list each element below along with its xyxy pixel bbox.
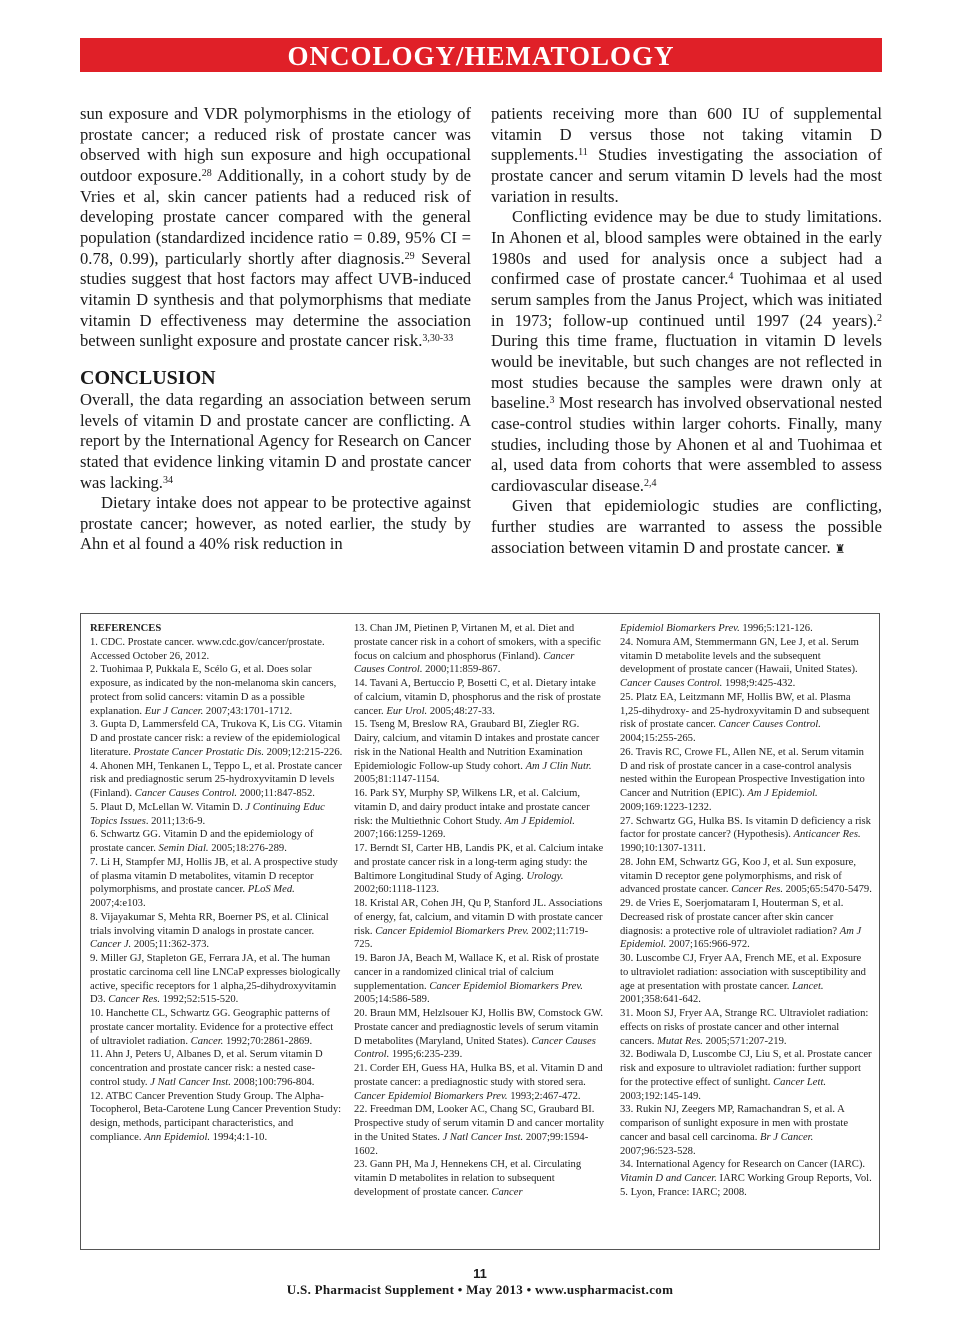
journal-title: Cancer Epidemiol Biomarkers Prev.	[354, 1090, 508, 1102]
citation-superscript: 2,4	[643, 477, 657, 489]
citation-superscript: 11	[578, 147, 588, 159]
reference-item: 9. Miller GJ, Stapleton GE, Ferrara JA, et al. The human prostatic carcinoma cell line LNCaP expresses biologically active, specific receptors for 1 alpha,25-dihydroxyvitamin D3. Cancer Res. 1992;52:515-520.	[90, 953, 341, 1006]
reference-item: 20. Braun MM, Helzlsouer KJ, Hollis BW, Comstock GW. Prostate cancer and prediagnostic levels of serum vitamin D metabolites (Maryland, United States). Cancer Causes Control. 1995;6:235-239.	[354, 1008, 604, 1061]
journal-title: Vitamin D and Cancer.	[620, 1173, 717, 1184]
reference-item: 26. Travis RC, Crowe FL, Allen NE, et al. Serum vitamin D and risk of prostate cancer in a case-control analysis nested within the European Prospective Investigation into Cancer and Nutrition (EPIC). Am J Epidemiol. 2009;169:1223-1232.	[620, 746, 865, 813]
journal-title: J Natl Cancer Inst.	[442, 1131, 524, 1143]
references-column-1	[90, 622, 344, 1145]
journal-title: Cancer Res.	[108, 994, 161, 1006]
reference-item: 14. Tavani A, Bertuccio P, Bosetti C, et al. Dietary intake of calcium, vitamin D, phosphorus and the risk of prostate cancer. Eur Urol. 2005;48:27-33.	[354, 678, 601, 717]
reference-item: 19. Baron JA, Beach M, Wallace K, et al. Risk of prostate cancer in a randomized clinical trial of calcium supplementation. Cancer Epidemiol Biomarkers Prev. 2005;14:586-589.	[354, 953, 599, 1006]
journal-title: Urology.	[526, 870, 564, 882]
reference-item: Epidemiol Biomarkers Prev. 1996;5:121-126.	[620, 623, 813, 634]
reference-item: 7. Li H, Stampfer MJ, Hollis JB, et al. A prospective study of plasma vitamin D metabolites, vitamin D receptor polymorphisms, and prostate cancer. PLoS Med. 2007;4:e103.	[90, 856, 338, 909]
reference-item: 1. CDC. Prostate cancer. www.cdc.gov/cancer/prostate. Accessed October 26, 2012.	[90, 636, 325, 662]
references-heading: REFERENCES	[90, 623, 162, 634]
body-paragraph: Given that epidemiologic studies are conflicting, further studies are warranted to assess the possible association between vitamin D and prostate cancer. ♜	[491, 496, 882, 557]
reference-item: 32. Bodiwala D, Luscombe CJ, Liu S, et al. Prostate cancer risk and exposure to ultraviolet radiation: further support for the protective effect of sunlight. Cancer Lett. 2003;192:145-149.	[620, 1049, 872, 1102]
reference-item: 16. Park SY, Murphy SP, Wilkens LR, et al. Calcium, vitamin D, and dairy product intake and prostate cancer risk: the Multiethnic Cohort Study. Am J Epidemiol. 2007;166:1259-1269.	[354, 788, 590, 841]
journal-title: Am J Epidemiol.	[620, 925, 862, 951]
journal-title: Cancer.	[190, 1035, 224, 1047]
reference-item: 12. ATBC Cancer Prevention Study Group. The Alpha-Tocopherol, Beta-Carotene Lung Cancer Prevention Study: design, methods, participant characteristics, and compliance. Ann Epidemiol. 1994;4:1-10.	[90, 1090, 342, 1143]
reference-list	[90, 636, 344, 1145]
journal-title: Br J Cancer.	[760, 1131, 814, 1143]
reference-item: 33. Rukin NJ, Zeegers MP, Ramachandran S, et al. A comparison of sunlight exposure in men with prostate cancer and basal cell carcinoma. Br J Cancer. 2007;96:523-528.	[620, 1104, 849, 1157]
reference-item: 28. John EM, Schwartz GG, Koo J, et al. Sun exposure, vitamin D receptor gene polymorphisms, and risk of advanced prostate cancer. Cancer Res. 2005;65:5470-5479.	[620, 856, 872, 896]
section-banner: ONCOLOGY/HEMATOLOGY	[80, 38, 882, 72]
citation-superscript: 34	[162, 474, 173, 486]
references-box	[80, 613, 880, 1250]
journal-title: Anticancer Res.	[793, 829, 861, 841]
journal-title: Prostate Cancer Prostatic Dis.	[133, 746, 264, 758]
journal-title: Cancer	[491, 1186, 523, 1198]
reference-item: 18. Kristal AR, Cohen JH, Qu P, Stanford JL. Associations of energy, fat, calcium, and vitamin D with prostate cancer risk. Cancer Epidemiol Biomarkers Prev. 2002;11:719-725.	[354, 898, 603, 951]
journal-title: Cancer Causes Control.	[354, 1035, 596, 1061]
journal-title: Cancer Epidemiol Biomarkers Prev.	[375, 925, 529, 937]
citation-superscript: 3	[549, 395, 555, 407]
reference-item: 23. Gann PH, Ma J, Hennekens CH, et al. Circulating vitamin D metabolites in relation to subsequent development of prostate cancer. Cancer	[354, 1159, 582, 1198]
citation-superscript: 29	[404, 250, 415, 262]
reference-list	[620, 622, 872, 1200]
reference-item: 10. Hanchette CL, Schwartz GG. Geographic patterns of prostate cancer mortality. Evidence for a protective effect of ultraviolet radiation. Cancer. 1992;70:2861-2869.	[90, 1008, 334, 1047]
page-number: 11	[473, 1266, 487, 1281]
body-paragraph: patients receiving more than 600 IU of supplemental vitamin D versus those not taking vitamin D supplements.$^{11}$ Studies investigating the association of prostate cancer and serum vitamin D levels had the most variation in results.	[491, 104, 882, 206]
journal-title: J Continuing Educ Topics Issues	[90, 801, 325, 827]
journal-title: Semin Dial.	[158, 843, 209, 854]
citation-superscript: 2	[877, 312, 882, 324]
journal-title: Cancer Causes Control.	[354, 650, 575, 676]
references-column-3	[620, 622, 872, 1200]
references-column-2	[354, 622, 606, 1200]
reference-item: 22. Freedman DM, Looker AC, Chang SC, Graubard BI. Prospective study of serum vitamin D and cancer mortality in the United States. J Natl Cancer Inst. 2007;99:1594-1602.	[354, 1104, 605, 1157]
reference-item: 6. Schwartz GG. Vitamin D and the epidemiology of prostate cancer. Semin Dial. 2005;18:276-289.	[90, 829, 314, 854]
body-paragraph: Dietary intake does not appear to be protective against prostate cancer; however, as noted earlier, the study by Ahn et al found a 40% risk reduction in	[80, 493, 471, 554]
journal-title: J Natl Cancer Inst.	[150, 1076, 231, 1088]
journal-title: Eur J Cancer.	[144, 705, 204, 717]
citation-superscript: 3,30-33	[422, 333, 454, 345]
journal-title: Cancer Causes Control.	[718, 719, 821, 731]
journal-title: Am J Epidemiol.	[747, 788, 818, 799]
journal-title: Cancer Causes Control.	[134, 788, 238, 799]
journal-title: PLoS Med.	[247, 884, 295, 896]
body-paragraph: Overall, the data regarding an association between serum levels of vitamin D and prostate cancer are conflicting. A report by the International Agency for Research on Cancer stated that evidence linking vitamin D and prostate cancer was lacking.$^{34}$	[80, 389, 471, 492]
reference-item: 15. Tseng M, Breslow RA, Graubard BI, Ziegler RG. Dairy, calcium, and vitamin D intakes and prostate cancer risk in the National Health and Nutrition Examination Epidemiologic Follow-up Study cohort. Am J Clin Nutr. 2005;81:1147-1154.	[354, 719, 600, 786]
reference-item: 30. Luscombe CJ, Fryer AA, French ME, et al. Exposure to ultraviolet radiation: association with susceptibility and age at presentation with prostate cancer. Lancet. 2001;358:641-642.	[620, 953, 866, 1006]
reference-item: 13. Chan JM, Pietinen P, Virtanen M, et al. Diet and prostate cancer risk in a cohort of smokers, with a specific focus on calcium and phosphorus (Finland). Cancer Causes Control. 2000;11:859-867.	[354, 623, 601, 676]
reference-item: 29. de Vries E, Soerjomataram I, Houterman S, et al. Decreased risk of prostate cancer after skin cancer diagnosis: a protective role of ultraviolet radiation? Am J Epidemiol. 2007;165:966-972.	[620, 898, 862, 951]
reference-item: 24. Nomura AM, Stemmermann GN, Lee J, et al. Serum vitamin D metabolite levels and the subsequent development of prostate cancer (Hawaii, United States). Cancer Causes Control. 1998;9:425-432.	[620, 636, 859, 689]
citation-superscript: 4	[728, 271, 734, 283]
publication-footer: U.S. Pharmacist Supplement • May 2013 • www.uspharmacist.com	[286, 1282, 674, 1297]
reference-list	[354, 622, 606, 1200]
journal-title: Eur Urol.	[386, 705, 428, 717]
reference-item: 17. Berndt SI, Carter HB, Landis PK, et al. Calcium intake and prostate cancer risk in a long-term aging study: the Baltimore Longitudinal Study of Aging. Urology. 2002;60:1118-1123.	[354, 843, 604, 896]
end-mark-icon: ♜	[834, 541, 846, 556]
journal-title: Cancer Causes Control.	[620, 678, 723, 689]
reference-item: 8. Vijayakumar S, Mehta RR, Boerner PS, et al. Clinical trials involving vitamin D analogs in prostate cancer. Cancer J. 2005;11:362-373.	[90, 911, 329, 951]
body-paragraph: sun exposure and VDR polymorphisms in the etiology of prostate cancer; a reduced risk of prostate cancer was observed with high sun exposure and high occupational outdoor exposure.$^{28}$ Additionally, in a cohort study by de Vries et al, skin cancer patients had a reduced risk of developing prostate cancer compared with the general population (standardized incidence ratio = 0.89, 95% CI = 0.78, 0.99), particularly shortly after diagnosis.$^{29}$ Several studies suggest that host factors may affect UVB-induced vitamin D synthesis and that polymorphisms that mediate vitamin D effectiveness may determine the association between sunlight exposure and prostate cancer risk.$^{3,30-33}$	[80, 104, 472, 351]
reference-item: 21. Corder EH, Guess HA, Hulka BS, et al. Vitamin D and prostate cancer: a prediagnostic study with stored sera. Cancer Epidemiol Biomarkers Prev. 1993;2:467-472.	[354, 1063, 603, 1102]
journal-title: Cancer Epidemiol Biomarkers Prev.	[429, 980, 583, 992]
body-column-left	[80, 104, 471, 555]
reference-item: 34. International Agency for Research on Cancer (IARC). Vitamin D and Cancer. IARC Working Group Reports, Vol. 5. Lyon, France: IARC; 2008.	[620, 1159, 872, 1198]
reference-item: 31. Moon SJ, Fryer AA, Strange RC. Ultraviolet radiation: effects on risks of prostate cancer and other internal cancers. Mutat Res. 2005;571:207-219.	[620, 1008, 869, 1047]
journal-title: Cancer Res.	[731, 884, 783, 896]
journal-title: Am J Epidemiol.	[504, 815, 575, 827]
conclusion-heading: CONCLUSION	[80, 366, 216, 389]
citation-superscript: 28	[201, 167, 212, 179]
body-column-right	[491, 104, 882, 559]
body-paragraph: Conflicting evidence may be due to study limitations. In Ahonen et al, blood samples were obtained in the early 1980s and used for analysis once a subject had a confirmed case of prostate cancer.$^4$ Tuohimaa et al used serum samples from the Janus Project, which was initiated in 1973; follow-up continued until 1997 (24 years).$^2$ During this time frame, fluctuation in vitamin D levels would be inevitable, but such changes are not reflected in most studies because the samples were drawn only at baseline.$^3$ Most research has involved observational nested case-control studies within larger cohorts. Finally, many studies, including those by Ahonen et al and Tuohimaa et al, used data from cohorts that were assembled to assess cardiovascular disease.$^{2,4}$	[491, 207, 882, 495]
reference-item: 2. Tuohimaa P, Pukkala E, Scélo G, et al. Does solar exposure, as indicated by the non-melanoma skin cancers, protect from solid cancers: vitamin D as a possible explanation. Eur J Cancer. 2007;43:1701-1712.	[90, 664, 337, 717]
reference-item: 11. Ahn J, Peters U, Albanes D, et al. Serum vitamin D concentration and prostate cancer risk: a nested case-control study. J Natl Cancer Inst. 2008;100:796-804.	[90, 1049, 323, 1088]
reference-item: 27. Schwartz GG, Hulka BS. Is vitamin D deficiency a risk factor for prostate cancer? (Hypothesis). Anticancer Res. 1990;10:1307-1311.	[620, 815, 871, 854]
reference-item: 25. Platz EA, Leitzmann MF, Hollis BW, et al. Plasma 1,25-dihydroxy- and 25-hydroxyvitamin D and subsequent risk of prostate cancer. Cancer Causes Control. 2004;15:255-265.	[620, 691, 870, 744]
journal-title: Lancet.	[792, 980, 824, 992]
journal-title: Epidemiol Biomarkers Prev.	[620, 623, 740, 634]
reference-item: 4. Ahonen MH, Tenkanen L, Teppo L, et al. Prostate cancer risk and prediagnostic serum 25-hydroxyvitamin D levels (Finland). Cancer Causes Control. 2000;11:847-852.	[90, 760, 343, 799]
journal-title: Ann Epidemiol.	[144, 1131, 211, 1143]
journal-title: Cancer J.	[90, 939, 132, 951]
journal-title: Am J Clin Nutr.	[525, 760, 592, 772]
journal-title: Cancer Lett.	[773, 1076, 827, 1088]
journal-title: Mutat Res.	[657, 1035, 703, 1047]
reference-item: 3. Gupta D, Lammersfeld CA, Trukova K, Lis CG. Vitamin D and prostate cancer risk: a review of the epidemiological literature. Prostate Cancer Prostatic Dis. 2009;12:215-226.	[90, 719, 343, 758]
reference-item: 5. Plaut D, McLellan W. Vitamin D. J Continuing Educ Topics Issues. 2011;13:6-9.	[90, 801, 325, 827]
